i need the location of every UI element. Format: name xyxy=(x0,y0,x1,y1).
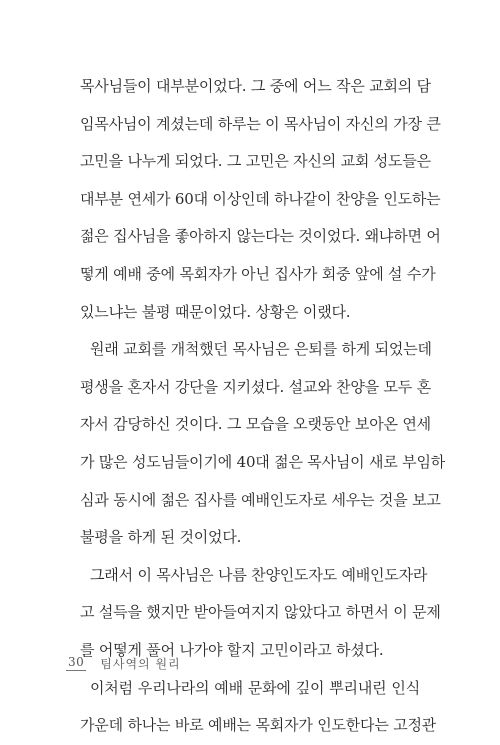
text-line: 젊은 집사님을 좋아하지 않는다는 것이었다. 왜냐하면 어 xyxy=(80,227,441,246)
text-line: 자서 감당하신 것이다. 그 모습을 오랫동안 보아온 연세 xyxy=(80,415,431,434)
text-line: 임목사님이 계셨는데 하루는 이 목사님이 자신의 가장 큰 xyxy=(80,114,441,133)
text-line: 고 설득을 했지만 받아들여지지 않았다고 하면서 이 문제 xyxy=(80,603,441,622)
text-line: 떻게 예배 중에 목회자가 아닌 집사가 회중 앞에 설 수가 xyxy=(80,264,436,283)
text-line: 심과 동시에 젊은 집사를 예배인도자로 세우는 것을 보고 xyxy=(80,490,441,509)
body-text xyxy=(80,68,446,745)
text-line: 대부분 연세가 60대 이상인데 하나같이 찬양을 인도하는 xyxy=(80,189,441,208)
text-line: 를 어떻게 풀어 나가야 할지 고민이라고 하셨다. xyxy=(80,640,384,659)
page-footer xyxy=(66,651,181,675)
text-line: 가운데 하나는 바로 예배는 목회자가 인도한다는 고정관 xyxy=(80,716,437,735)
text-line: 고민을 나누게 되었다. 그 고민은 자신의 교회 성도들은 xyxy=(80,152,431,171)
text-line: 이처럼 우리나라의 예배 문화에 깊이 뿌리내린 인식 xyxy=(90,678,420,697)
text-line: 목사님들이 대부분이었다. 그 중에 어느 작은 교회의 담 xyxy=(80,77,431,95)
text-line: 가 많은 성도님들이기에 40대 젊은 목사님이 새로 부임하 xyxy=(80,452,446,471)
text-line: 불평을 하게 된 것이었다. xyxy=(80,528,242,547)
running-title: 팀사역의 원리 xyxy=(100,656,181,671)
page-number: 30 xyxy=(68,655,85,669)
text-line: 평생을 혼자서 강단을 지키셨다. 설교와 찬양을 모두 혼 xyxy=(80,377,431,396)
text-line: 그래서 이 목사님은 나름 찬양인도자도 예배인도자라 xyxy=(90,565,428,584)
text-line: 원래 교회를 개척했던 목사님은 은퇴를 하게 되었는데 xyxy=(90,340,432,359)
text-line: 있느냐는 불평 때문이었다. 상황은 이랬다. xyxy=(80,302,351,321)
